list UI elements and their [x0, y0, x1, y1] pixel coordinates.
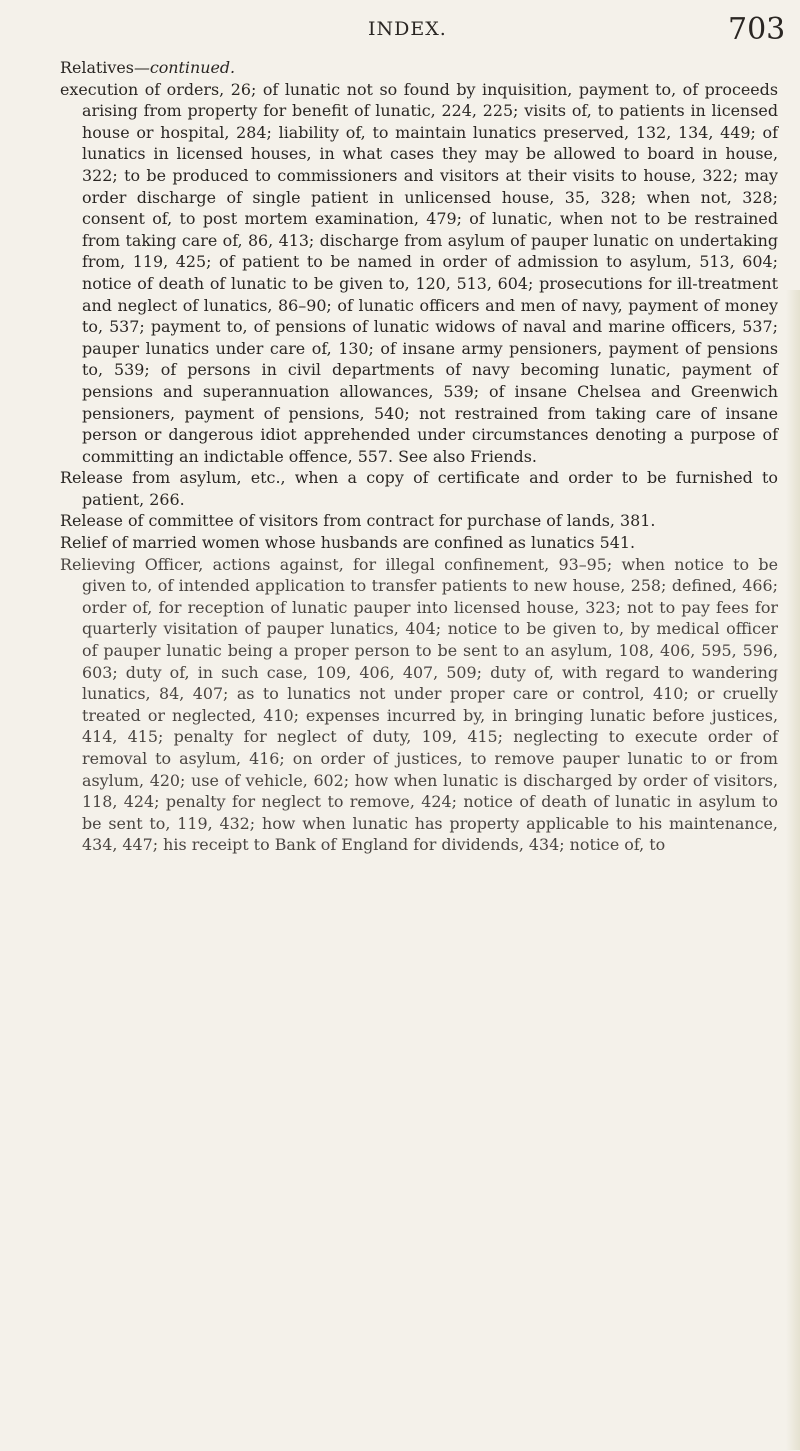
- entry-text: Officer, actions against, for illegal confinement, 93–95; when notice to be given to, of intended application to transfer patients to new house, 258; defined, 466; order of, for reception of lunatic pauper into licensed house, 323; not to pay fees for quarterly visitation of pauper lunatics, 404; notice to be given to, by medical officer of pauper lunatic being a proper person to be sent to an asylum, 108, 406, 595, 596, 603; duty of, in such case, 109, 406, 407, 509; duty of, with regard to wandering lunatics, 84, 407; as to lunatics not under proper care or control, 410; or cruelly treated or neglected, 410; expenses incurred by, in bringing lunatic before justices, 414, 415; penalty for neglect of duty, 109, 415; neglecting to execute order of removal to asylum, 416; on order of justices, to remove pauper lunatic to or from asylum, 420; use of vehicle, 602; how when lunatic is discharged by order of visitors, 118, 424; penalty for neglect to remove, 424; notice of death of lunatic in asylum to be sent to, 119, 432; how when lunatic has property applicable to his maintenance, 434, 447; his receipt to Bank of England for dividends, 434; notice of, to: [82, 554, 778, 855]
- index-entry: [60, 554, 778, 856]
- page-edge-shadow: [786, 290, 800, 1450]
- index-column: [60, 57, 778, 856]
- entry-text: of committee of visitors from contract for purchase of lands, 381.: [122, 511, 656, 531]
- entry-heading: Release: [60, 468, 123, 488]
- index-entry: [60, 532, 778, 554]
- entry-text: from asylum, etc., when a copy of certificate and order to be furnished to patient, 266.: [82, 468, 778, 509]
- entry-heading: Relieving: [60, 554, 136, 574]
- entry-text: of married women whose husbands are confined as lunatics 541.: [106, 533, 635, 553]
- index-entry: [60, 467, 778, 510]
- entry-heading: Release: [60, 511, 123, 531]
- entry-heading: Relief: [60, 533, 107, 553]
- running-head: INDEX.: [368, 18, 447, 40]
- continued-heading: [60, 57, 778, 79]
- page-header: [0, 12, 800, 52]
- entry-text: execution of orders, 26; of lunatic not so found by inquisition, payment to, of proceeds arising from property for benefit of lunatic, 224, 225; visits of, to patients in licensed house or hospital, 284; liability of, to maintain lunatics preserved, 132, 134, 449; of lunatics in licensed houses, in what cases they may be allowed to board in house, 322; to be produced to commissioners and visitors at their visits to house, 322; may order discharge of single patient in unlicensed house, 35, 328; when not, 328; consent of, to post mortem examination, 479; of lunatic, when not to be restrained from taking care of, 86, 413; discharge from asylum of pauper lunatic on undertaking from, 119, 425; of patient to be named in order of admission to asylum, 513, 604; notice of death of lunatic to be given to, 120, 513, 604; prosecutions for ill-treatment and neglect of lunatics, 86–90; of lunatic officers and men of navy, payment of money to, 537; payment to, of pensions of lunatic widows of naval and marine officers, 537; pauper lunatics under care of, 130; of insane army pensioners, payment of pensions to, 539; of persons in civil departments of navy becoming lunatic, payment of pensions and superannuation allowances, 539; of insane Chelsea and Greenwich pensioners, payment of pensions, 540; not restrained from taking care of insane person or dangerous idiot apprehended under circumstances denoting a purpose of committing an indictable offence, 557. See also Friends.: [60, 79, 778, 466]
- heading-word: Relatives: [60, 58, 134, 77]
- page-number: 703: [728, 12, 786, 47]
- index-entry: [60, 510, 778, 532]
- index-entry: [60, 79, 778, 468]
- continued-label: —continued.: [133, 58, 236, 77]
